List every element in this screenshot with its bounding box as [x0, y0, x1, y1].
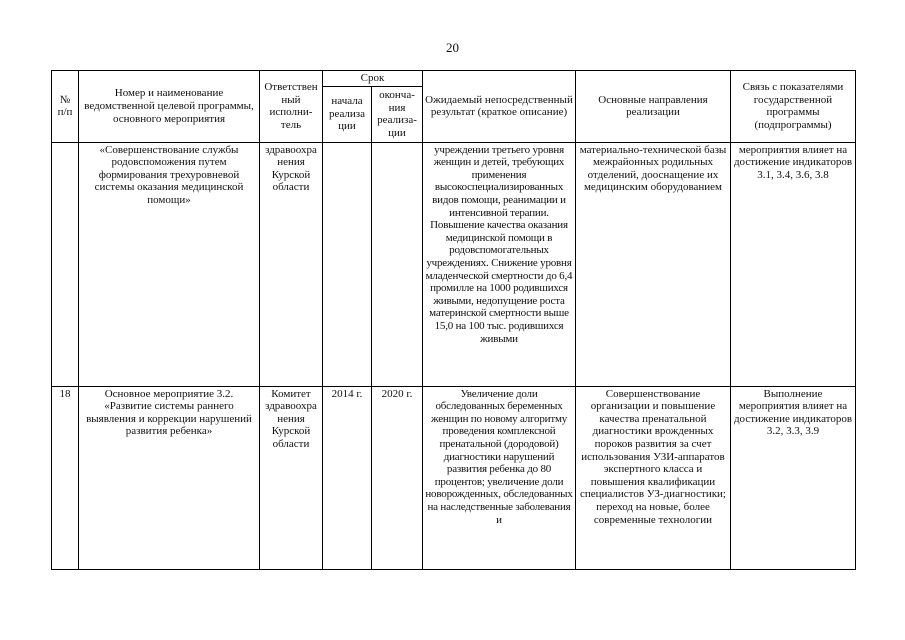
row-link: мероприятия влияет на достижение индикаторов 3.1, 3.4, 3.6, 3.8 — [731, 142, 856, 386]
row-start: 2014 г. — [323, 386, 372, 569]
header-result: Ожидаемый непосредственный результат (краткое описание) — [423, 71, 576, 143]
row-name: Основное мероприятие 3.2. «Развитие системы раннего выявления и коррекции нарушений развития ребенка» — [79, 386, 260, 569]
header-start: начала реализа ции — [323, 86, 372, 142]
row-result: Увеличение доли обследованных беременных женщин по новому алгоритму проведения комплексной пренатальной (дородовой) диагностики нарушений развития ребенка до 80 процентов; увеличение доли новорожденных, обследованных на наследственные заболевания и — [423, 386, 576, 569]
row-responsible: Комитет здравоохра нения Курской области — [260, 386, 323, 569]
table-row — [52, 386, 856, 569]
header-end: оконча-ния реализа-ции — [372, 86, 423, 142]
row-link: Выполнение мероприятия влияет на достижение индикаторов 3.2, 3.3, 3.9 — [731, 386, 856, 569]
header-name: Номер и наименование ведомственной целевой программы, основного мероприятия — [79, 71, 260, 143]
row-end — [372, 142, 423, 386]
measures-table — [51, 70, 856, 570]
row-start — [323, 142, 372, 386]
row-num — [52, 142, 79, 386]
row-name: «Совершенствование службы родовспоможения путем формирования трехуровневой системы оказания медицинской помощи» — [79, 142, 260, 386]
header-num: № п/п — [52, 71, 79, 143]
row-end: 2020 г. — [372, 386, 423, 569]
header-term: Срок — [323, 71, 423, 87]
row-responsible: здравоохра нения Курской области — [260, 142, 323, 386]
row-result: учреждении третьего уровня женщин и детей, требующих применения высокоспециализированных видов помощи, реанимации и интенсивной терапии. Повышение качества оказания медицинской помощи в родовспомогательных учреждениях. Снижение уровня младенческой смертности до 6,4 промилле на 1000 родившихся живыми, недопущение роста материнской смертности выше 15,0 на 100 тыс. родившихся живыми — [423, 142, 576, 386]
row-directions: Совершенствование организации и повышение качества пренатальной диагностики врожденных пороков развития за счет использования УЗИ-аппаратов экспертного класса и повышения квалификации специалистов УЗ-диагностики; переход на новые, более современные технологии — [576, 386, 731, 569]
row-num: 18 — [52, 386, 79, 569]
header-responsible: Ответствен ный исполни-тель — [260, 71, 323, 143]
table-row — [52, 142, 856, 386]
header-directions: Основные направления реализации — [576, 71, 731, 143]
header-link: Связь с показателями государственной программы (подпрограммы) — [731, 71, 856, 143]
row-directions: материально-технической базы межрайонных родильных отделений, дооснащение их медицинским оборудованием — [576, 142, 731, 386]
page-number: 20 — [446, 40, 459, 55]
